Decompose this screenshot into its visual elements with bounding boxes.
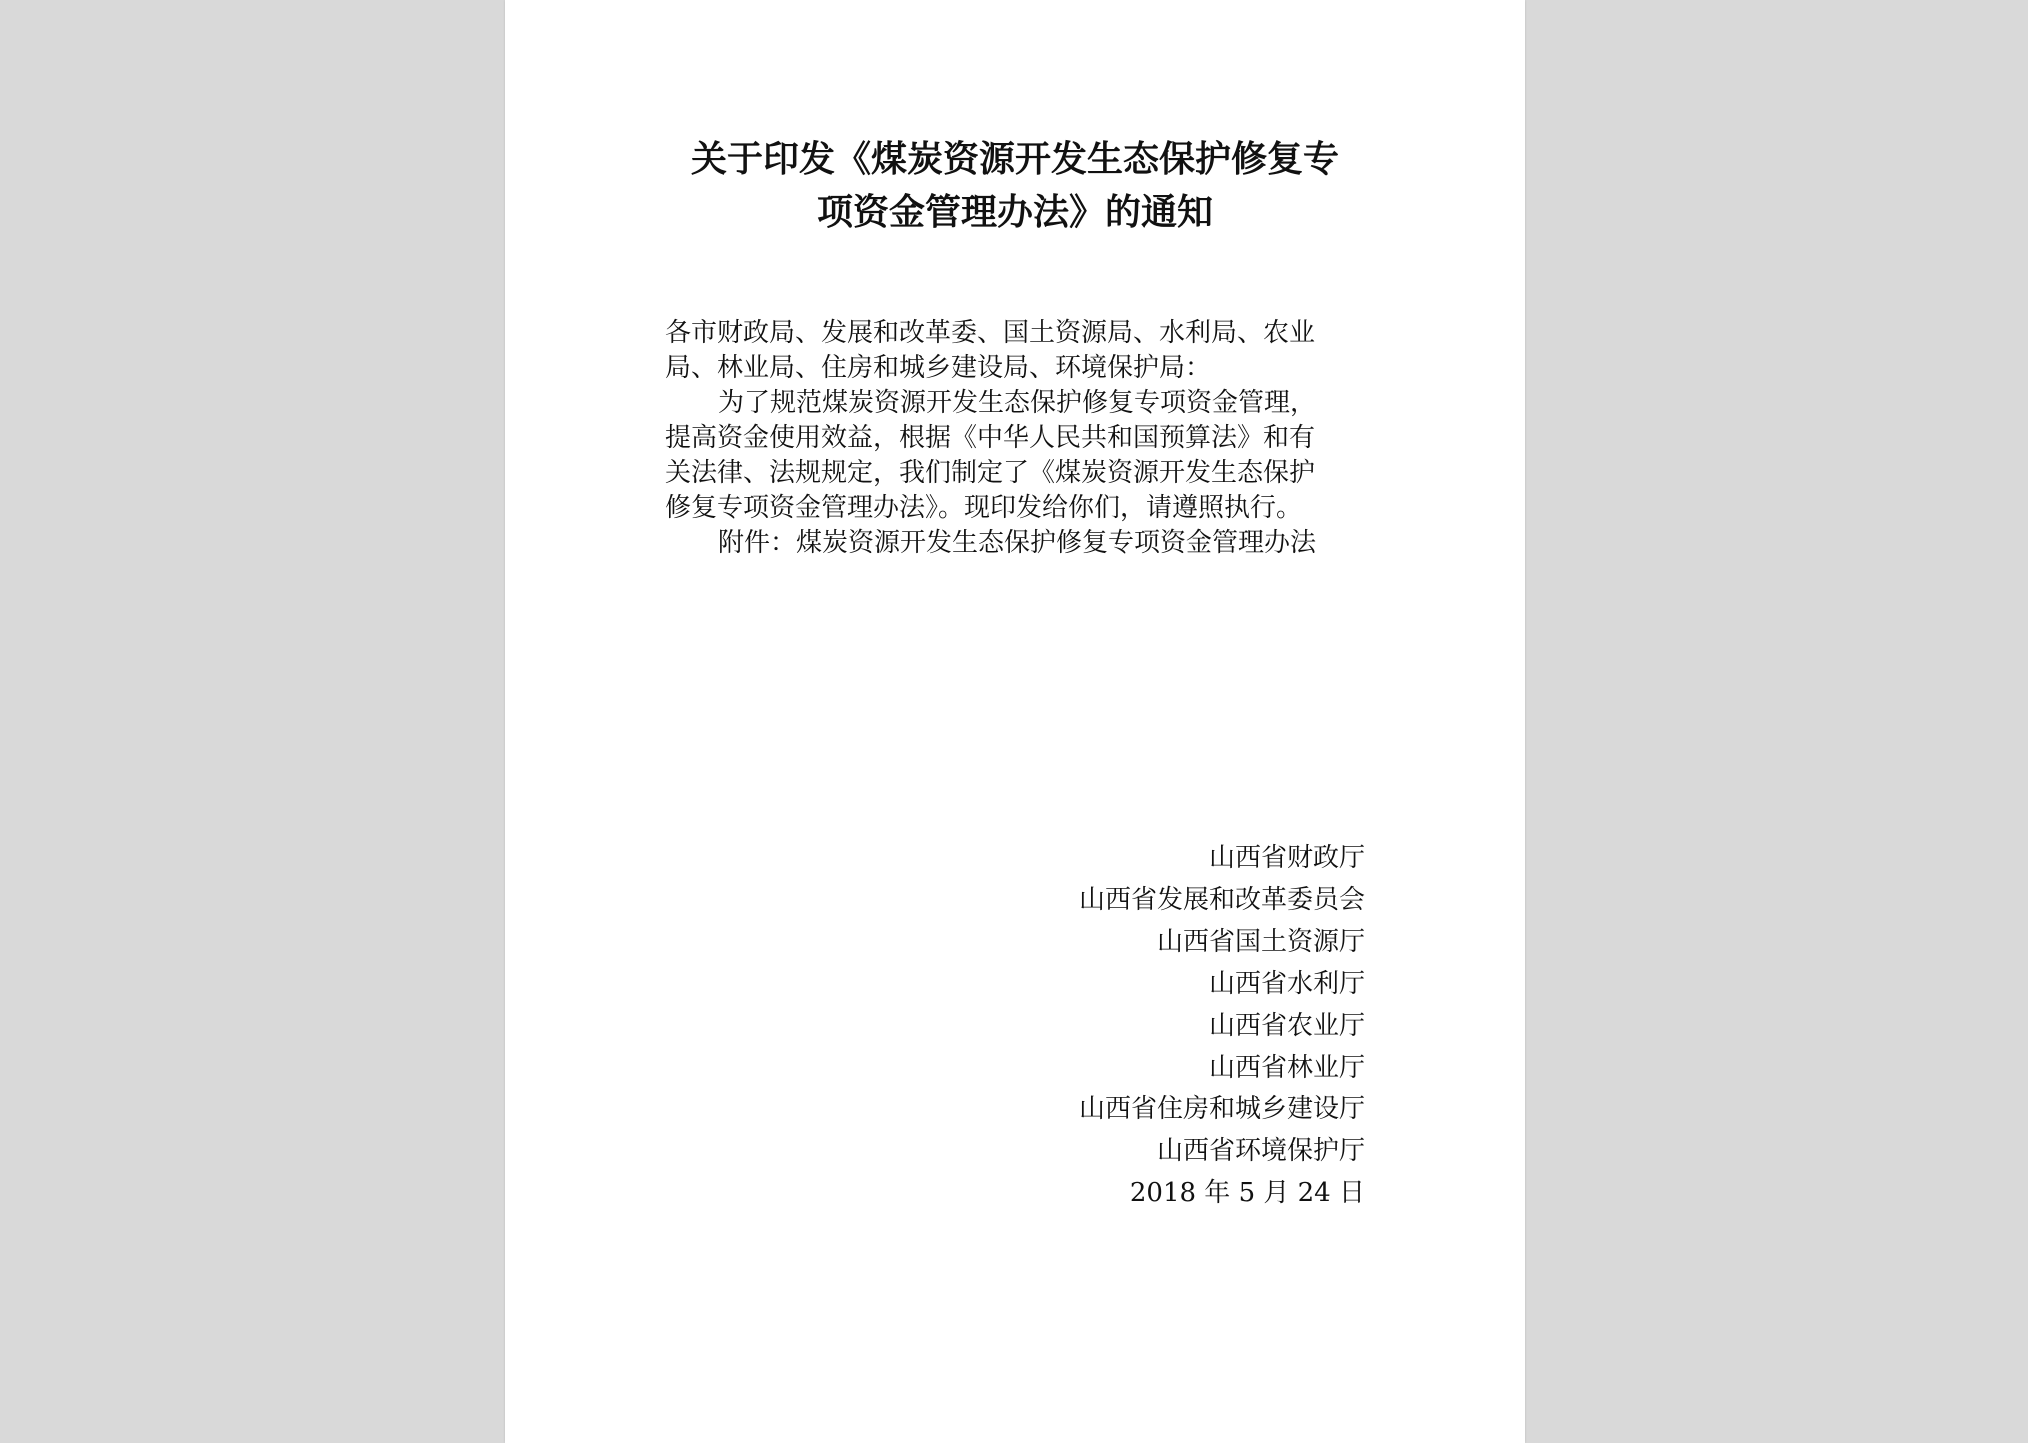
document-date: 2018 年 5 月 24 日 [1129, 1178, 1365, 1209]
signatory-housing: 山西省住房和城乡建设厅 [1078, 1094, 1365, 1125]
attachment-line: 附件：煤炭资源开发生态保护修复专项资金管理办法 [718, 528, 1317, 558]
body-line-4: 修复专项资金管理办法》。现印发给你们，请遵照执行。 [665, 493, 1303, 523]
signatory-water-resources: 山西省水利厅 [1208, 968, 1365, 999]
signatory-land-resources: 山西省国土资源厅 [1156, 926, 1365, 957]
signatory-development-reform: 山西省发展和改革委员会 [1078, 884, 1365, 915]
body-line-2: 提高资金使用效益，根据《中华人民共和国预算法》和有 [665, 423, 1316, 453]
document-page [505, 0, 1525, 1443]
title-line-2: 项资金管理办法》的通知 [816, 191, 1213, 233]
title-line-1: 关于印发《煤炭资源开发生态保护修复专 [690, 138, 1339, 180]
signature-block [1079, 838, 1365, 1215]
body-line-3: 关法律、法规规定，我们制定了《煤炭资源开发生态保护 [665, 458, 1316, 488]
body-line-1: 为了规范煤炭资源开发生态保护修复专项资金管理， [718, 388, 1317, 418]
signatory-environment: 山西省环境保护厅 [1156, 1136, 1365, 1167]
document-body [665, 316, 1375, 561]
signatory-finance: 山西省财政厅 [1208, 843, 1365, 873]
recipients-line-1: 各市财政局、发展和改革委、国土资源局、水利局、农业 [665, 318, 1316, 348]
recipients-line-2: 局、林业局、住房和城乡建设局、环境保护局： [665, 353, 1212, 383]
signatory-forestry: 山西省林业厅 [1208, 1052, 1365, 1083]
signatory-agriculture: 山西省农业厅 [1208, 1010, 1365, 1041]
document-title [505, 133, 1525, 239]
